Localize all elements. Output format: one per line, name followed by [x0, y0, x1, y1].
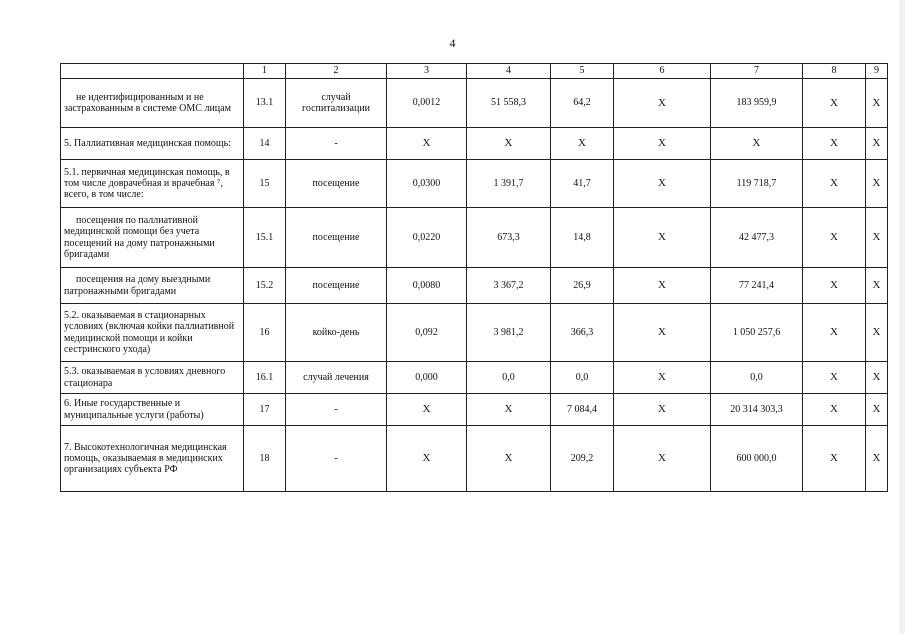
cell-col-3: 0,0300: [387, 160, 467, 208]
row-description: 5.2. оказываемая в стационарных условиях (включая койки паллиативной медицинской помощи и койки сестринского ухода): [61, 304, 244, 362]
cell-col-3: 0,000: [387, 362, 467, 394]
cell-col-3: 0,0012: [387, 79, 467, 128]
cell-col-1: 15.1: [244, 208, 286, 268]
cell-col-7: X: [711, 128, 803, 160]
cell-col-7: 119 718,7: [711, 160, 803, 208]
cell-col-8: X: [803, 79, 866, 128]
cell-col-6: X: [614, 268, 711, 304]
cell-col-7: 77 241,4: [711, 268, 803, 304]
cell-col-5: 14,8: [551, 208, 614, 268]
row-description: не идентифицированным и не застрахованным в системе ОМС лицам: [61, 79, 244, 128]
row-description: 7. Высокотехнологичная медицинская помощь, оказываемая в медицинских организациях субъекта РФ: [61, 426, 244, 492]
row-description: 6. Иные государственные и муниципальные услуги (работы): [61, 394, 244, 426]
table-row: [61, 394, 888, 426]
cell-col-6: X: [614, 426, 711, 492]
cell-col-3: X: [387, 394, 467, 426]
cell-col-5: 41,7: [551, 160, 614, 208]
cell-col-6: X: [614, 362, 711, 394]
cell-col-1: 18: [244, 426, 286, 492]
cell-col-6: X: [614, 394, 711, 426]
table-row: [61, 362, 888, 394]
cell-col-2: посещение: [286, 208, 387, 268]
cell-col-9: X: [866, 304, 888, 362]
cell-col-9: X: [866, 208, 888, 268]
cell-col-1: 16: [244, 304, 286, 362]
table-row: [61, 426, 888, 492]
cell-col-4: 51 558,3: [467, 79, 551, 128]
cell-col-2: -: [286, 426, 387, 492]
cell-col-9: X: [866, 268, 888, 304]
table-row: [61, 268, 888, 304]
cell-col-9: X: [866, 79, 888, 128]
column-header-1: 1: [244, 64, 286, 79]
cell-col-6: X: [614, 79, 711, 128]
cell-col-8: X: [803, 268, 866, 304]
cell-col-3: 0,092: [387, 304, 467, 362]
cell-col-8: X: [803, 128, 866, 160]
page-number: 4: [449, 36, 456, 50]
cell-col-4: 1 391,7: [467, 160, 551, 208]
cell-col-8: X: [803, 208, 866, 268]
cell-col-4: 673,3: [467, 208, 551, 268]
column-header-5: 5: [551, 64, 614, 79]
cell-col-2: случай госпитализации: [286, 79, 387, 128]
cell-col-8: X: [803, 304, 866, 362]
cell-col-9: X: [866, 160, 888, 208]
scan-edge: [899, 0, 905, 634]
cell-col-2: случай лечения: [286, 362, 387, 394]
header-row: [61, 64, 888, 79]
column-header-blank: [61, 64, 244, 79]
cell-col-5: 366,3: [551, 304, 614, 362]
cell-col-4: 3 981,2: [467, 304, 551, 362]
cell-col-7: 42 477,3: [711, 208, 803, 268]
table-row: [61, 79, 888, 128]
cell-col-6: X: [614, 160, 711, 208]
cell-col-6: X: [614, 128, 711, 160]
table-body: [61, 64, 888, 492]
table-row: [61, 208, 888, 268]
column-header-2: 2: [286, 64, 387, 79]
cell-col-9: X: [866, 362, 888, 394]
cell-col-5: 7 084,4: [551, 394, 614, 426]
cell-col-4: 0,0: [467, 362, 551, 394]
row-description: 5.1. первичная медицинская помощь, в том числе доврачебная и врачебная ⁷, всего, в том числе:: [61, 160, 244, 208]
table-row: [61, 304, 888, 362]
column-header-3: 3: [387, 64, 467, 79]
cell-col-2: посещение: [286, 160, 387, 208]
cell-col-1: 15.2: [244, 268, 286, 304]
cell-col-1: 17: [244, 394, 286, 426]
cell-col-4: X: [467, 128, 551, 160]
cell-col-5: 209,2: [551, 426, 614, 492]
column-header-9: 9: [866, 64, 888, 79]
cell-col-5: X: [551, 128, 614, 160]
table-row: [61, 160, 888, 208]
cell-col-8: X: [803, 362, 866, 394]
column-header-7: 7: [711, 64, 803, 79]
cell-col-8: X: [803, 394, 866, 426]
cell-col-3: 0,0220: [387, 208, 467, 268]
cell-col-6: X: [614, 304, 711, 362]
cell-col-7: 20 314 303,3: [711, 394, 803, 426]
cell-col-6: X: [614, 208, 711, 268]
data-table: [60, 63, 888, 492]
row-description: 5.3. оказываемая в условиях дневного стационара: [61, 362, 244, 394]
table-row: [61, 128, 888, 160]
cell-col-2: -: [286, 394, 387, 426]
cell-col-3: X: [387, 426, 467, 492]
cell-col-5: 64,2: [551, 79, 614, 128]
cell-col-8: X: [803, 160, 866, 208]
cell-col-1: 13.1: [244, 79, 286, 128]
cell-col-7: 600 000,0: [711, 426, 803, 492]
cell-col-9: X: [866, 128, 888, 160]
row-description: посещения по паллиативной медицинской помощи без учета посещений на дому патронажными бригадами: [61, 208, 244, 268]
cell-col-1: 16.1: [244, 362, 286, 394]
column-header-8: 8: [803, 64, 866, 79]
cell-col-7: 1 050 257,6: [711, 304, 803, 362]
cell-col-9: X: [866, 394, 888, 426]
cell-col-4: X: [467, 394, 551, 426]
cell-col-7: 183 959,9: [711, 79, 803, 128]
cell-col-2: койко-день: [286, 304, 387, 362]
cell-col-9: X: [866, 426, 888, 492]
cell-col-5: 26,9: [551, 268, 614, 304]
cell-col-1: 15: [244, 160, 286, 208]
cell-col-8: X: [803, 426, 866, 492]
cell-col-3: X: [387, 128, 467, 160]
column-header-4: 4: [467, 64, 551, 79]
cell-col-5: 0,0: [551, 362, 614, 394]
cell-col-1: 14: [244, 128, 286, 160]
cell-col-2: посещение: [286, 268, 387, 304]
row-description: 5. Паллиативная медицинская помощь:: [61, 128, 244, 160]
cell-col-4: X: [467, 426, 551, 492]
cell-col-4: 3 367,2: [467, 268, 551, 304]
cell-col-3: 0,0080: [387, 268, 467, 304]
row-description: посещения на дому выездными патронажными бригадами: [61, 268, 244, 304]
cell-col-7: 0,0: [711, 362, 803, 394]
column-header-6: 6: [614, 64, 711, 79]
cell-col-2: -: [286, 128, 387, 160]
